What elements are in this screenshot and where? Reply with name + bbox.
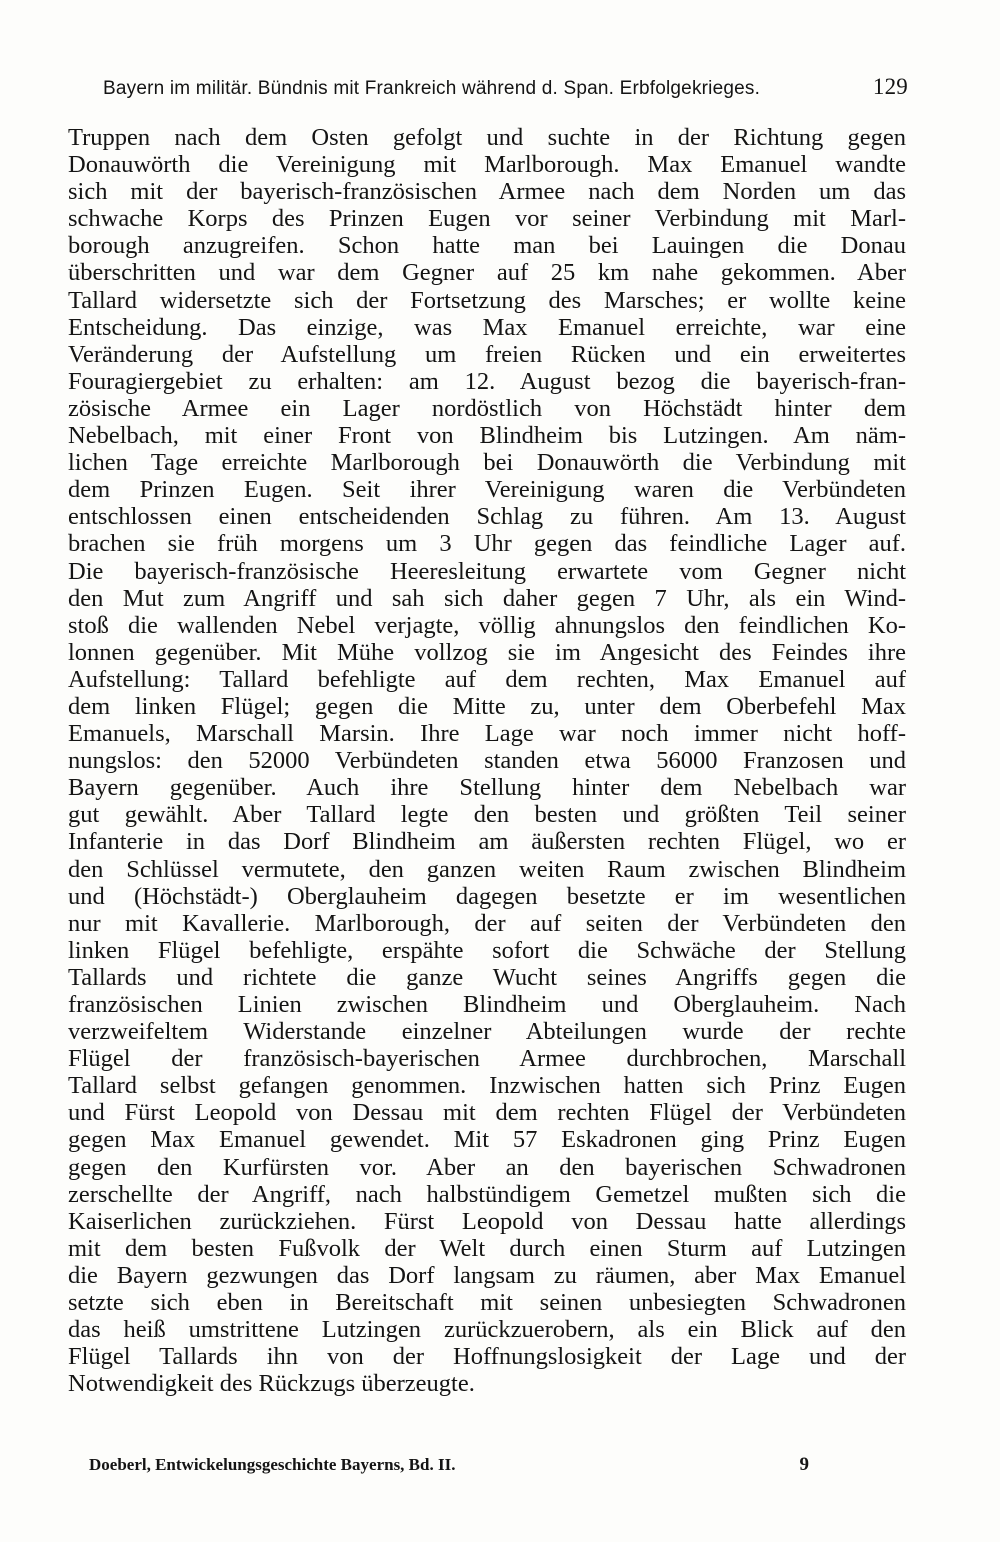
text-line: Aufstellung: Tallard befehligte auf dem rechten, Max Emanuel auf <box>68 665 906 693</box>
text-line: gut gewählt. Aber Tallard legte den besten und größten Teil seiner <box>68 801 906 829</box>
text-line: Flügel Tallards ihn von der Hoffnungslosigkeit der Lage und der <box>68 1343 906 1371</box>
text-line: verzweifeltem Widerstande einzelner Abteilungen wurde der rechte <box>68 1018 906 1046</box>
text-line: sich mit der bayerisch-französischen Armee nach dem Norden um das <box>68 178 906 206</box>
text-line: Emanuels, Marschall Marsin. Ihre Lage war noch immer nicht hoff- <box>68 720 906 748</box>
text-line: nungslos: den 52000 Verbündeten standen etwa 56000 Franzosen und <box>68 747 906 775</box>
text-line: den Schlüssel vermutete, den ganzen weiten Raum zwischen Blindheim <box>68 855 906 883</box>
text-line: und Fürst Leopold von Dessau mit dem rechten Flügel der Verbündeten <box>68 1099 906 1127</box>
text-line: Notwendigkeit des Rückzugs überzeugte. <box>68 1370 475 1398</box>
text-line: mit dem besten Fußvolk der Welt durch einen Sturm auf Lutzingen <box>68 1234 906 1262</box>
text-line: borough anzugreifen. Schon hatte man bei Lauingen die Donau <box>68 232 906 260</box>
text-line: Veränderung der Aufstellung um freien Rücken und ein erweitertes <box>68 340 906 368</box>
text-line: linken Flügel befehligte, erspähte sofort die Schwäche der Stellung <box>68 936 906 964</box>
text-line: Tallards und richtete die ganze Wucht seines Angriffs gegen die <box>68 963 906 991</box>
text-line: Nebelbach, mit einer Front von Blindheim bis Lutzingen. Am näm- <box>68 422 906 450</box>
text-line: gegen den Kurfürsten vor. Aber an den bayerischen Schwadronen <box>68 1153 906 1181</box>
text-line: Fouragiergebiet zu erhalten: am 12. August bezog die bayerisch-fran- <box>68 367 906 395</box>
text-line: stoß die wallenden Nebel verjagte, völlig ahnungslos den feindlichen Ko- <box>68 611 906 639</box>
body-text <box>68 124 906 1397</box>
text-line: zösische Armee ein Lager nordöstlich von Höchstädt hinter dem <box>68 394 906 422</box>
text-line: gegen Max Emanuel gewendet. Mit 57 Eskadronen ging Prinz Eugen <box>68 1126 906 1154</box>
text-line: französischen Linien zwischen Blindheim und Oberglauheim. Nach <box>68 991 906 1018</box>
text-line: lonnen gegenüber. Mit Mühe vollzog sie im Angesicht des Feindes ihre <box>68 638 906 666</box>
text-line: brachen sie früh morgens um 3 Uhr gegen das feindliche Lager auf. <box>68 530 906 558</box>
text-line: dem Prinzen Eugen. Seit ihrer Vereinigung waren die Verbündeten <box>68 476 906 504</box>
text-line: Tallard widersetzte sich der Fortsetzung des Marsches; er wollte keine <box>68 286 906 314</box>
footer-citation-line <box>89 1454 809 1476</box>
text-line: die Bayern gezwungen das Dorf langsam zu räumen, aber Max Emanuel <box>68 1261 906 1289</box>
text-line: und (Höchstädt-) Oberglauheim dagegen besetzte er im wesentlichen <box>68 882 906 910</box>
text-line: Flügel der französisch-bayerischen Armee durchbrochen, Marschall <box>68 1045 906 1073</box>
text-line: Infanterie in das Dorf Blindheim am äußersten rechten Flügel, wo er <box>68 828 906 856</box>
footer-citation: Doeberl, Entwickelungsgeschichte Bayerns, Bd. II. <box>89 1455 456 1474</box>
text-line: setzte sich eben in Bereitschaft mit seinen unbesiegten Schwadronen <box>68 1289 906 1317</box>
text-line: Tallard selbst gefangen genommen. Inzwischen hatten sich Prinz Eugen <box>68 1072 906 1100</box>
page-number: 129 <box>872 74 908 99</box>
text-line: Donauwörth die Vereinigung mit Marlborough. Max Emanuel wandte <box>68 151 906 179</box>
running-title: Bayern im militär. Bündnis mit Frankreich während d. Span. Erbfolgekrieges. <box>103 78 761 99</box>
text-line: das heiß umstrittene Lutzingen zurückzuerobern, als ein Blick auf den <box>68 1316 906 1344</box>
text-line: Truppen nach dem Osten gefolgt und suchte in der Richtung gegen <box>68 124 906 151</box>
text-line: entschlossen einen entscheidenden Schlag zu führen. Am 13. August <box>68 503 906 531</box>
text-line: Entscheidung. Das einzige, was Max Emanuel erreichte, war eine <box>68 313 906 341</box>
text-line: überschritten und war dem Gegner auf 25 km nahe gekommen. Aber <box>68 259 906 287</box>
text-line: Kaiserlichen zurückziehen. Fürst Leopold von Dessau hatte allerdings <box>68 1207 906 1235</box>
text-line: den Mut zum Angriff und sah sich daher gegen 7 Uhr, als ein Wind- <box>68 584 906 612</box>
text-line: schwache Korps des Prinzen Eugen vor seiner Verbindung mit Marl- <box>68 205 906 233</box>
text-line: Bayern gegenüber. Auch ihre Stellung hinter dem Nebelbach war <box>68 774 906 802</box>
text-line: Die bayerisch-französische Heeresleitung erwartete vom Gegner nicht <box>68 557 906 585</box>
text-line: zerschellte der Angriff, nach halbstündigem Gemetzel mußten sich die <box>68 1180 906 1208</box>
running-header <box>103 74 908 104</box>
text-line: lichen Tage erreichte Marlborough bei Donauwörth die Verbindung mit <box>68 449 906 477</box>
text-line: dem linken Flügel; gegen die Mitte zu, unter dem Oberbefehl Max <box>68 692 906 720</box>
text-line: nur mit Kavallerie. Marlborough, der auf seiten der Verbündeten den <box>68 909 906 937</box>
sheet-signature-mark: 9 <box>799 1454 809 1475</box>
